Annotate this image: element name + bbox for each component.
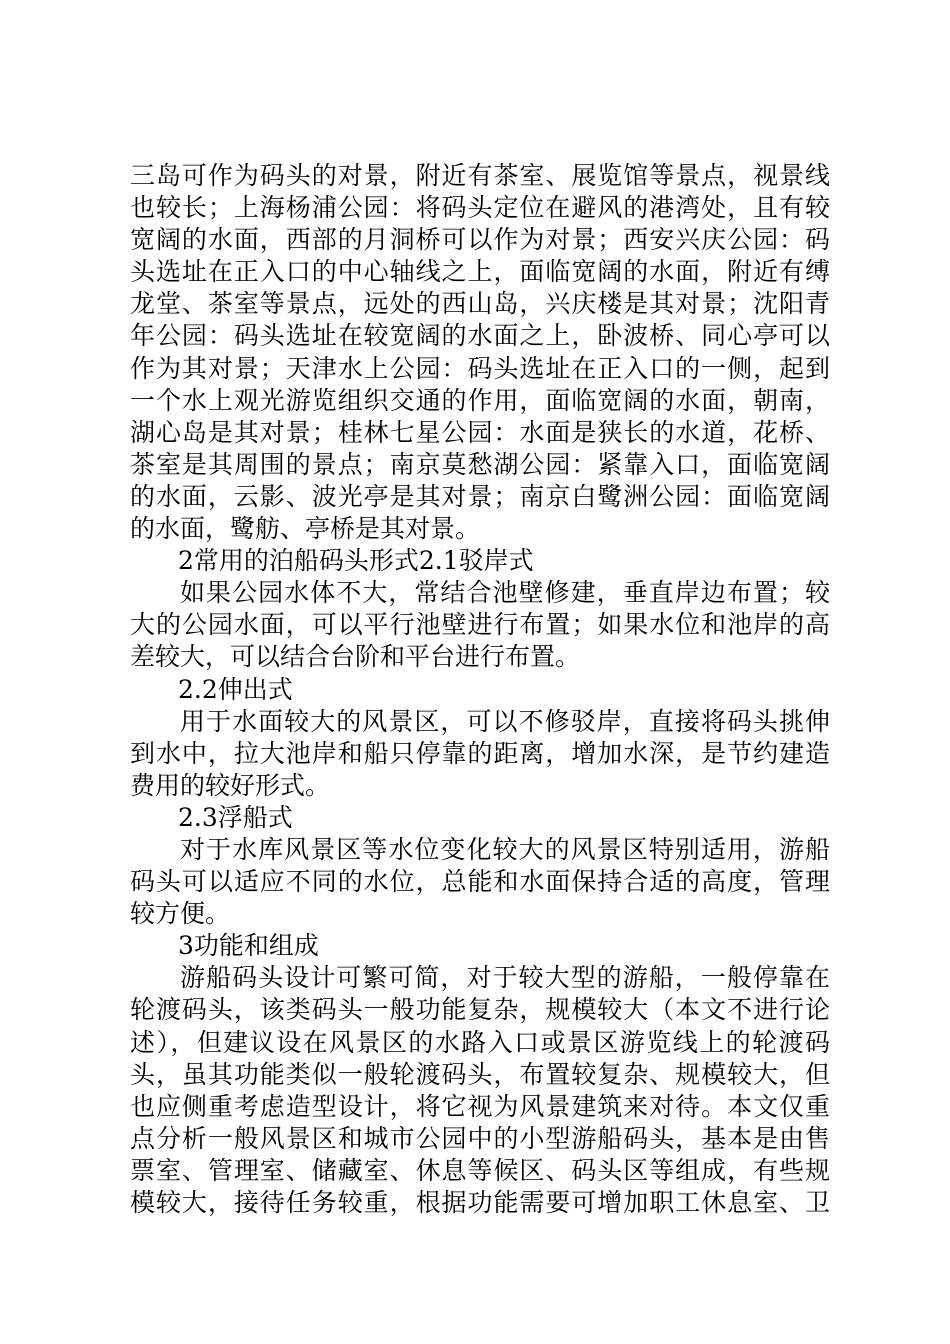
- body-line: 用于水面较大的风景区，可以不修驳岸，直接将码头挑伸: [180, 706, 830, 736]
- body-line: 模较大，接待任务较重，根据功能需要可增加职工休息室、卫: [130, 1188, 830, 1217]
- body-line: 头，虽其功能类似一般轮渡码头，布置较复杂、规模较大，但: [130, 1059, 830, 1089]
- body-line: 的水面，云影、波光亭是其对景；南京白鹭洲公园：面临宽阔: [130, 481, 830, 511]
- body-line: 也较长；上海杨浦公园：将码头定位在避风的港湾处，且有较: [130, 193, 830, 223]
- body-line: 龙堂、茶室等景点，远处的西山岛，兴庆楼是其对景；沈阳青: [130, 289, 830, 319]
- body-line: 作为其对景；天津水上公园：码头选址在正入口的一侧，起到: [130, 353, 830, 383]
- section-heading: 2常用的泊船码头形式2.1驳岸式: [178, 546, 534, 576]
- body-line: 述），但建议设在风景区的水路入口或景区游览线上的轮渡码: [130, 1027, 830, 1057]
- body-line: 差较大，可以结合台阶和平台进行布置。: [130, 642, 581, 672]
- body-line: 对于水库风景区等水位变化较大的风景区特别适用，游船: [180, 834, 830, 864]
- section-heading: 2.2伸出式: [178, 674, 293, 704]
- body-line: 点分析一般风景区和城市公园中的小型游船码头，基本是由售: [130, 1123, 830, 1153]
- body-line: 游船码头设计可繁可简，对于较大型的游船，一般停靠在: [180, 963, 830, 993]
- body-line: 宽阔的水面，西部的月洞桥可以作为对景；西安兴庆公园：码: [130, 225, 830, 255]
- body-line: 大的公园水面，可以平行池壁进行布置；如果水位和池岸的高: [130, 610, 830, 640]
- body-line: 费用的较好形式。: [130, 770, 331, 800]
- body-line: 茶室是其周围的景点；南京莫愁湖公园：紧靠入口，面临宽阔: [130, 449, 830, 479]
- body-line: 如果公园水体不大，常结合池壁修建，垂直岸边布置；较: [180, 578, 830, 608]
- section-heading: 2.3浮船式: [178, 802, 293, 832]
- body-line: 的水面，鹭舫、亭桥是其对景。: [130, 514, 481, 544]
- document-body: [130, 160, 830, 1219]
- body-line: 码头可以适应不同的水位，总能和水面保持合适的高度，管理: [130, 867, 830, 897]
- body-line: 三岛可作为码头的对景，附近有茶室、展览馆等景点，视景线: [130, 161, 830, 190]
- body-line: 票室、管理室、储藏室、休息等候区、码头区等组成，有些规: [130, 1155, 830, 1185]
- body-line: 头选址在正入口的中心轴线之上，面临宽阔的水面，附近有缚: [130, 257, 830, 287]
- body-line: 到水中，拉大池岸和船只停靠的距离，增加水深，是节约建造: [130, 738, 830, 768]
- body-line: 湖心岛是其对景；桂林七星公园：水面是狭长的水道，花桥、: [130, 417, 830, 447]
- body-line: 较方便。: [130, 899, 231, 929]
- body-line: 年公园：码头选址在较宽阔的水面之上，卧波桥、同心亭可以: [130, 321, 830, 351]
- body-line: 一个水上观光游览组织交通的作用，面临宽阔的水面，朝南，: [130, 385, 830, 415]
- section-heading: 3功能和组成: [178, 931, 319, 961]
- body-line: 轮渡码头，该类码头一般功能复杂，规模较大（本文不进行论: [130, 995, 830, 1025]
- body-line: 也应侧重考虑造型设计，将它视为风景建筑来对待。本文仅重: [130, 1091, 830, 1121]
